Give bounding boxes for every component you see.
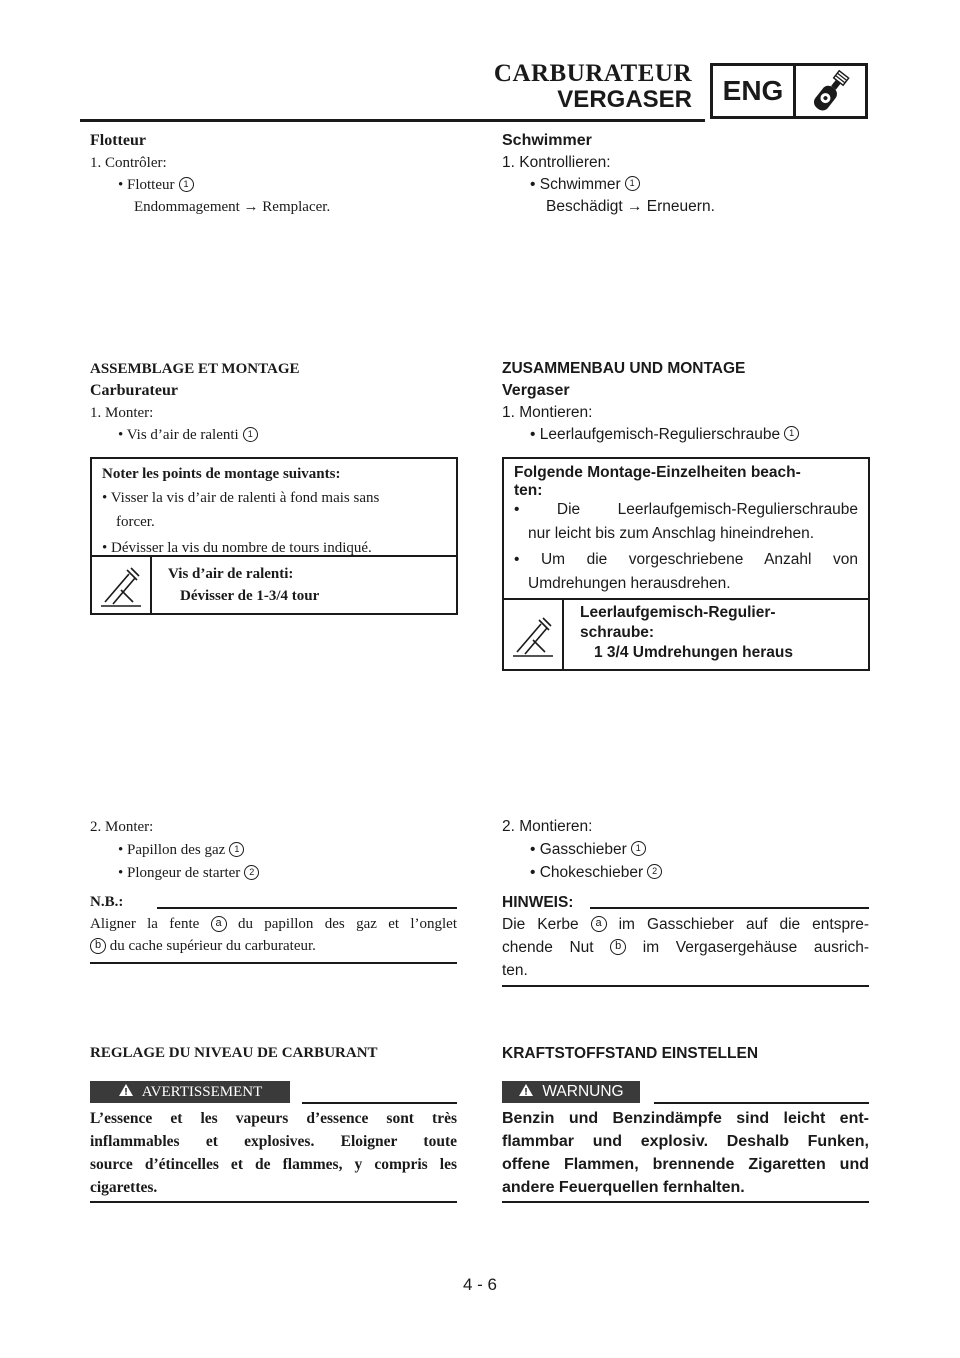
- section-tab: [710, 63, 868, 119]
- fr-nb-rule: [157, 907, 457, 909]
- de-hinweis-rule: [590, 907, 869, 909]
- de-hinweis-line-2-b: im Vergasergehäuse ausrich-: [642, 939, 869, 956]
- de-assembly-item: [502, 424, 869, 446]
- fr-float-item: [90, 174, 457, 196]
- fr-assembly-heading: ASSEMBLAGE ET MONTAGE: [90, 361, 300, 377]
- german-column: [502, 130, 869, 218]
- callout-1: 1: [625, 176, 640, 191]
- de-float-result: Beschädigt → Erneuern.: [546, 198, 715, 215]
- fr-mount-item-2-label: • Plongeur de starter: [118, 865, 241, 881]
- callout-a: a: [211, 916, 227, 932]
- fr-mount-item-2: [90, 862, 457, 884]
- de-note-bullet-2-cont: Umdrehungen herausdrehen.: [528, 575, 731, 592]
- de-note-title: Folgende Montage-Einzelheiten beach-: [514, 464, 801, 481]
- fr-note-bullet-1-cont: forcer.: [116, 514, 155, 530]
- de-float-heading: Schwimmer: [502, 132, 592, 149]
- fr-spec-row: [92, 555, 456, 615]
- fr-assembly-step: 1. Monter:: [90, 405, 154, 421]
- header-title-fr: CARBURATEUR: [493, 60, 692, 87]
- fr-float-step: 1. Contrôler:: [90, 155, 167, 171]
- de-hinweis-line-3: ten.: [502, 962, 528, 979]
- fr-note-bullet-1: • Visser la vis d’air de ralenti à fond mais sans: [102, 490, 380, 506]
- fr-note-title: Noter les points de montage suivants:: [102, 466, 341, 482]
- de-hinweis-line-2: [502, 936, 869, 959]
- callout-a: a: [591, 916, 607, 932]
- de-warning-line-1: Benzin und Benzindämpfe sind leicht ent-: [502, 1110, 869, 1127]
- fr-assembly-item: [90, 424, 457, 446]
- de-spec-label: Leerlaufgemisch-Regulier-: [580, 604, 776, 621]
- fr-warning-end-rule: [90, 1201, 457, 1203]
- de-mount-item-2: [502, 862, 869, 884]
- de-fuel-level-heading: KRAFTSTOFFSTAND EINSTELLEN: [502, 1045, 759, 1062]
- callout-b: b: [610, 939, 626, 955]
- page-number: 4 - 6: [462, 1275, 498, 1294]
- header-title-de: VERGASER: [557, 86, 692, 113]
- callout-1: 1: [784, 426, 799, 441]
- fr-assembly-section: [90, 358, 457, 446]
- caliper-spec-icon: [504, 600, 564, 671]
- fr-float-result: Endommagement → Remplacer.: [134, 199, 331, 215]
- de-warning-label: WARNUNG: [542, 1083, 624, 1100]
- callout-2: 2: [647, 864, 662, 879]
- fr-mount-item-1-label: • Papillon des gaz: [118, 842, 226, 858]
- warning-triangle-icon: [118, 1083, 134, 1102]
- engine-wrench-icon: [796, 66, 865, 116]
- fr-warning-line-3: source d’étincelles et de flammes, y compris les: [90, 1156, 457, 1173]
- fr-nb-label: N.B.:: [90, 894, 124, 910]
- fr-mount-item-1: [90, 839, 457, 861]
- fr-warning-rule: [302, 1102, 457, 1104]
- de-warning-line-2: flammbar und explosiv. Deshalb Funken,: [502, 1133, 869, 1150]
- de-warning-text: [502, 1107, 869, 1199]
- header-rule: [80, 119, 705, 122]
- fr-warning-line-1: L’essence et les vapeurs d’essence sont très: [90, 1110, 457, 1127]
- de-note-bullet-1-cont: nur leicht bis zum Anschlag hineindrehen.: [528, 525, 815, 542]
- fr-note-bullet-2: • Dévisser la vis du nombre de tours indiqué.: [102, 540, 372, 556]
- de-mount-item-2-label: • Chokeschieber: [530, 864, 644, 881]
- de-warning-badge: [502, 1081, 640, 1103]
- de-hinweis-text: [502, 913, 869, 982]
- de-hinweis-label: HINWEIS:: [502, 894, 574, 911]
- de-spec-label-cont: schraube:: [580, 624, 655, 641]
- de-note-bullet-2: • Um die vorgeschriebene Anzahl von: [514, 551, 858, 568]
- de-hinweis-line-1: [502, 913, 869, 936]
- fr-warning-badge: [90, 1081, 290, 1103]
- de-note-box: [502, 457, 870, 671]
- fr-warning-line-4: cigarettes.: [90, 1179, 158, 1196]
- de-hinweis-line-2-a: chende Nut: [502, 939, 594, 956]
- de-spec-value: 1 3/4 Umdrehungen heraus: [594, 644, 793, 661]
- fr-carb-subheading: Carburateur: [90, 382, 178, 399]
- fr-nb-line-1: [90, 913, 457, 935]
- fr-float-heading: Flotteur: [90, 132, 146, 149]
- de-hinweis-line-1-a: Die Kerbe: [502, 916, 579, 933]
- fr-spec-value: Dévisser de 1-3/4 tour: [180, 588, 320, 604]
- fr-spec-label: Vis d’air de ralenti:: [168, 566, 294, 582]
- de-mount-item-1-label: • Gasschieber: [530, 841, 627, 858]
- fr-mount-section: [90, 816, 457, 884]
- de-hinweis-line-1-b: im Gasschieber auf die entspre-: [618, 916, 870, 933]
- callout-1: 1: [243, 427, 258, 442]
- de-assembly-heading: ZUSAMMENBAU UND MONTAGE: [502, 360, 746, 377]
- de-mount-item-1: [502, 839, 869, 861]
- de-warning-line-3: offene Flammen, brennende Zigaretten und: [502, 1156, 869, 1173]
- de-assembly-section: [502, 358, 869, 446]
- fr-note-box: [90, 457, 458, 615]
- de-assembly-item-label: • Leerlaufgemisch-Regulierschraube: [530, 426, 781, 443]
- fr-nb-line-2: [90, 935, 457, 957]
- french-column: [90, 130, 457, 218]
- callout-1: 1: [179, 177, 194, 192]
- de-note-title-cont: ten:: [514, 482, 543, 499]
- caliper-spec-icon: [92, 557, 152, 615]
- callout-1: 1: [229, 842, 244, 857]
- fr-nb-text: [90, 913, 457, 957]
- de-assembly-step: 1. Montieren:: [502, 404, 593, 421]
- de-warning-rule: [654, 1102, 869, 1104]
- callout-b: b: [90, 938, 106, 954]
- fr-warning-label: AVERTISSEMENT: [141, 1083, 263, 1100]
- warning-triangle-icon: [518, 1083, 534, 1102]
- de-note-bullet-1: • Die Leerlaufgemisch-Regulierschraube: [514, 501, 858, 518]
- fr-nb-line-2-text: du cache supérieur du carburateur.: [109, 938, 316, 954]
- section-label: ENG: [713, 66, 796, 116]
- de-float-item-label: • Schwimmer: [530, 176, 621, 193]
- fr-warning-line-2: inflammables et explosives. Eloigner toute: [90, 1133, 457, 1150]
- fr-nb-line-1-a: Aligner la fente: [90, 916, 200, 932]
- fr-assembly-item-label: • Vis d’air de ralenti: [118, 427, 239, 443]
- fr-nb-line-1-b: du papillon des gaz et l’onglet: [237, 916, 458, 932]
- de-float-step: 1. Kontrollieren:: [502, 154, 611, 171]
- fr-nb-end-rule: [90, 962, 457, 964]
- callout-2: 2: [244, 865, 259, 880]
- de-carb-subheading: Vergaser: [502, 382, 570, 399]
- fr-warning-text: [90, 1107, 457, 1199]
- de-mount-step: 2. Montieren:: [502, 818, 593, 835]
- fr-mount-step: 2. Monter:: [90, 819, 154, 835]
- fr-fuel-level-heading: REGLAGE DU NIVEAU DE CARBURANT: [90, 1045, 378, 1061]
- de-hinweis-end-rule: [502, 985, 869, 987]
- fr-float-item-label: • Flotteur: [118, 177, 175, 193]
- callout-1: 1: [631, 841, 646, 856]
- de-warning-end-rule: [502, 1201, 869, 1203]
- de-mount-section: [502, 816, 869, 884]
- de-spec-row: [504, 598, 868, 671]
- de-float-item: [502, 174, 869, 196]
- de-warning-line-4: andere Feuerquellen fernhalten.: [502, 1179, 745, 1196]
